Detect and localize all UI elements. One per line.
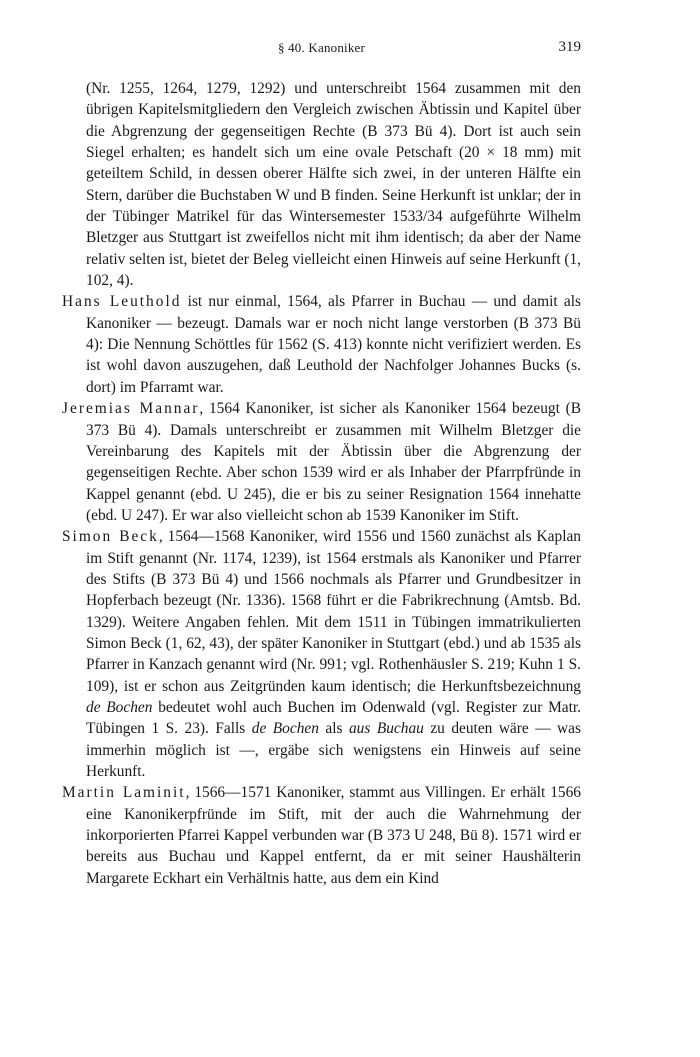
entry-text: , 1564 Kanoniker, ist sicher als Kanoniker 1564 bezeugt (B 373 Bü 4). Damals unterschreibt er zusammen mit Wilhelm Bletzger die Vereinbarung des Kapitels mit der Äbtissin über die Abgrenzung der gegenseitigen Rechte. Aber schon 1539 wird er als Inhaber der Pfarrpfründe in Kappel genannt (ebd. U 245), die er bis zu seiner Resignation 1564 innehatte (ebd. U 247). Er war also vielleicht schon ab 1539 Kanoniker im Stift. xyxy=(86,400,581,524)
entry-continuation-bletzger xyxy=(62,78,581,291)
entry-text: (Nr. 1255, 1264, 1279, 1292) und unterschreibt 1564 zusammen mit den übrigen Kapitelsmitgliedern den Vergleich zwischen Äbtissin und Kapitel über die Abgrenzung der gegenseitigen Rechte (B 373 Bü 4). Dort ist auch sein Siegel erhalten; es handelt sich um eine ovale Petschaft (20 × 18 mm) mit geteiltem Schild, in dessen oberer Hälfte sich zwei, in der unteren Hälfte ein Stern, darüber die Buchstaben W und B finden. Seine Herkunft ist unklar; der in der Tübinger Matrikel für das Wintersemester 1533/34 aufgeführte Wilhelm Bletzger aus Stuttgart ist zweifellos nicht mit ihm identisch; da aber der Name relativ selten ist, bietet der Beleg vielleicht einen Hinweis auf seine Herkunft (1, 102, 4). xyxy=(86,80,581,290)
entry-text: zu deuten wäre — was immerhin möglich ist —, ergäbe sich wenigstens ein Hinweis auf seine Herkunft. xyxy=(86,720,581,780)
italic-term: de Bochen xyxy=(86,698,153,716)
entry-name: Martin Laminit xyxy=(62,784,186,802)
entry-text: , 1564—1568 Kanoniker, wird 1556 und 1560 zunächst als Kaplan im Stift genannt (Nr. 1174, 1239), ist 1564 erstmals als Kanoniker und Pfarrer des Stifts (B 373 Bü 4) und 1566 nochmals als Pfarrer und Grundbesitzer in Hopferbach bezeugt (Nr. 1336). 1568 führt er die Fabrikrechnung (Amtsb. Bd. 1329). Weitere Angaben fehlen. Mit dem 1511 in Tübingen immatrikulierten Simon Beck (1, 62, 43), der später Kanoniker in Stuttgart (ebd.) und ab 1535 als Pfarrer in Kanzach genannt wird (Nr. 991; vgl. Rothenhäusler S. 219; Kuhn 1 S. 109), ist er schon aus Zeitgründen kaum identisch; die Herkunftsbezeichnung xyxy=(86,528,582,695)
entry-jeremias-mannar xyxy=(62,398,581,526)
entry-hans-leuthold xyxy=(62,291,581,398)
running-head xyxy=(62,40,581,60)
page-number: 319 xyxy=(558,39,581,55)
entry-name: Jeremias Mannar xyxy=(62,400,200,418)
entry-text: als xyxy=(318,720,349,738)
entry-name: Hans Leuthold xyxy=(62,293,182,311)
entry-text: bedeutet wohl auch Buchen im Odenwald (vgl. Register zur Matr. Tübingen 1 S. 23). Falls xyxy=(86,698,581,738)
entry-simon-beck xyxy=(62,526,581,782)
italic-term: de Bochen xyxy=(251,720,319,738)
text-block xyxy=(62,78,581,889)
entry-text: , 1566—1571 Kanoniker, stammt aus Villingen. Er erhält 1566 eine Kanonikerpfründe im Stift, mit der auch die Wahrnehmung der inkorporierten Pfarrei Kappel verbunden war (B 373 U 248, Bü 8). 1571 wird er bereits aus Buchau und Kappel entfernt, da er mit seiner Haushälterin Margarete Eckhart ein Verhältnis hatte, aus dem ein Kind xyxy=(86,784,581,887)
entry-martin-laminit xyxy=(62,782,581,889)
entry-text: ist nur einmal, 1564, als Pfarrer in Buchau — und damit als Kanoniker — bezeugt. Damals war er noch nicht lange verstorben (B 373 Bü 4): Die Nennung Schöttles für 1562 (S. 413) konnte nicht verifiziert werden. Es ist wohl davon auszugehen, daß Leuthold der Nachfolger Johannes Bucks (s. dort) im Pfarramt war. xyxy=(86,293,582,396)
running-title: § 40. Kanoniker xyxy=(277,40,366,55)
italic-term: aus Buchau xyxy=(348,720,424,738)
entry-name: Simon Beck xyxy=(62,528,159,546)
